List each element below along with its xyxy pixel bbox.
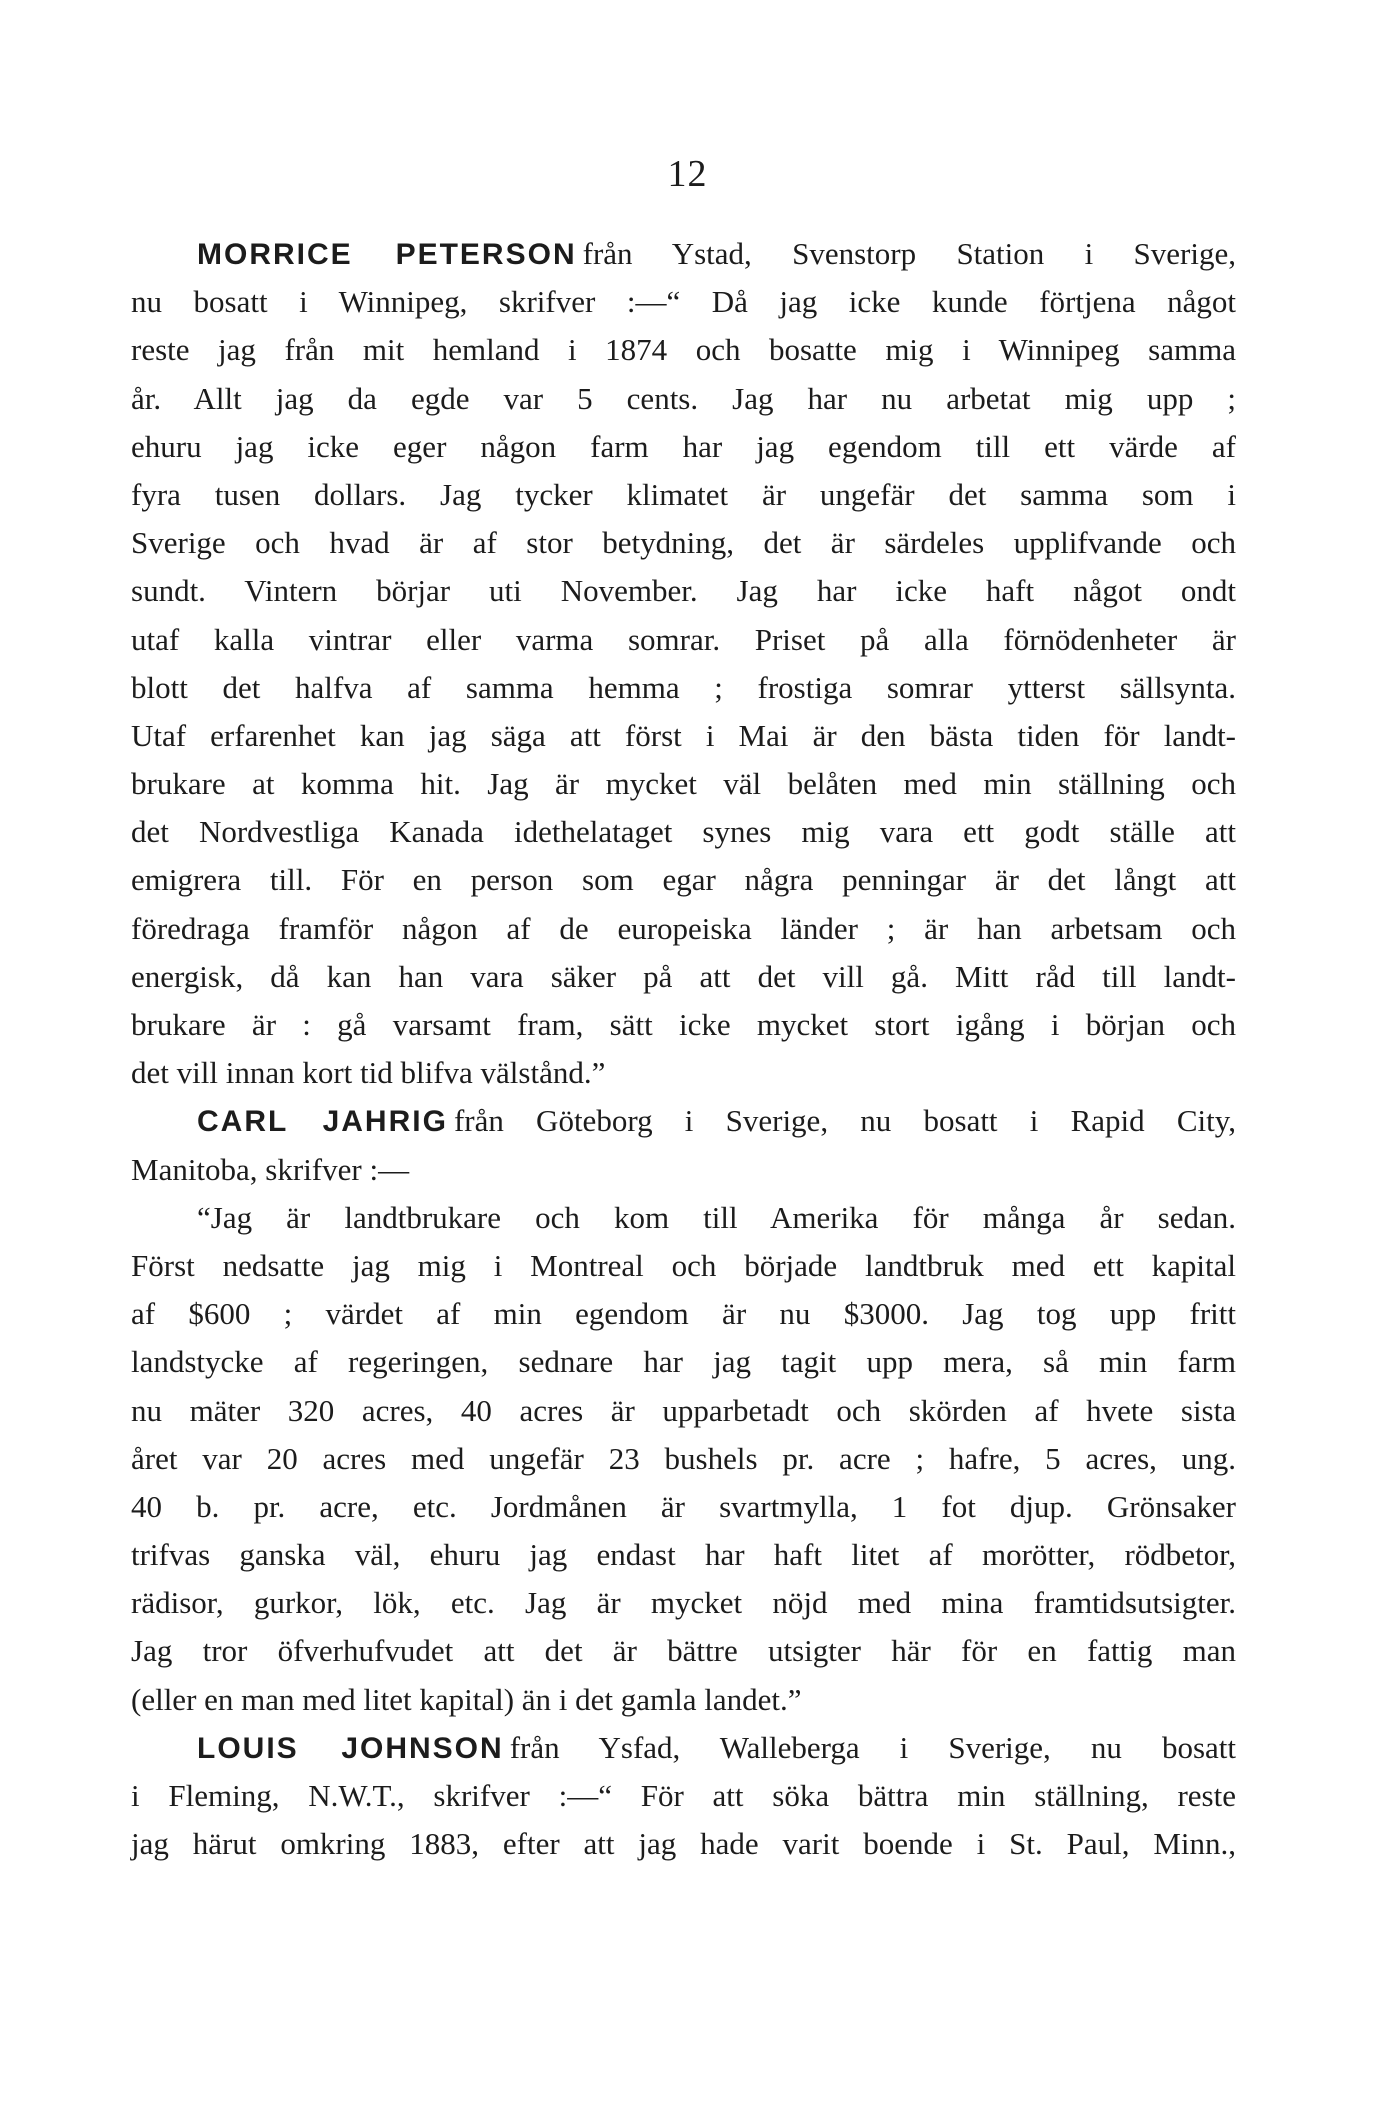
page-number: 12 [667, 153, 708, 195]
text-line [131, 1627, 1236, 1675]
line-text: nu mäter 320 acres, 40 acres är upparbetadt och skörden af hvete sista [131, 1392, 1236, 1428]
text-line [131, 905, 1236, 953]
line-text: (eller en man med litet kapital) än i det gamla landet.” [131, 1681, 802, 1717]
text-line [131, 1435, 1236, 1483]
body-text [131, 230, 1236, 1868]
text-line [131, 1724, 1236, 1772]
text-line [131, 1194, 1236, 1242]
text-line [131, 856, 1236, 904]
line-text: energisk, då kan han vara säker på att det vill gå. Mitt råd till landt- [131, 958, 1236, 994]
text-line [131, 1483, 1236, 1531]
line-text: jag härut omkring 1883, efter att jag hade varit boende i St. Paul, Minn., [131, 1826, 1236, 1862]
text-line [131, 471, 1236, 519]
correspondent-name: MORRICE PETERSON [197, 238, 577, 271]
line-text: året var 20 acres med ungefär 23 bushels pr. acre ; hafre, 5 acres, ung. [131, 1440, 1236, 1476]
text-line [131, 712, 1236, 760]
line-text: 40 b. pr. acre, etc. Jordmånen är svartmylla, 1 fot djup. Grönsaker [131, 1488, 1236, 1524]
text-line [131, 1676, 1236, 1724]
text-line [131, 1531, 1236, 1579]
line-text: af $600 ; värdet af min egendom är nu $3000. Jag tog upp fritt [131, 1296, 1236, 1332]
line-text: år. Allt jag da egde var 5 cents. Jag har nu arbetat mig upp ; [131, 380, 1236, 416]
text-line [131, 567, 1236, 615]
text-line [131, 664, 1236, 712]
text-line [131, 1338, 1236, 1386]
line-text: i Fleming, N.W.T., skrifver :—“ För att söka bättra min ställning, reste [131, 1778, 1236, 1813]
line-text: det vill innan kort tid blifva välstånd.” [131, 1055, 606, 1091]
text-line [131, 423, 1236, 471]
line-text: från Göteborg i Sverige, nu bosatt i Rapid City, [453, 1103, 1236, 1139]
line-text: föredraga framför någon af de europeiska länder ; är han arbetsam och [131, 910, 1236, 946]
text-line [131, 1820, 1236, 1868]
text-line [131, 326, 1236, 374]
line-text: fyra tusen dollars. Jag tycker klimatet är ungefär det samma som i [131, 476, 1236, 512]
line-text: blott det halfva af samma hemma ; frostiga somrar ytterst sällsynta. [131, 669, 1236, 705]
text-line [131, 760, 1236, 808]
line-text: Sverige och hvad är af stor betydning, det är särdeles upplifvande och [131, 525, 1236, 561]
text-line [131, 953, 1236, 1001]
text-line [131, 1242, 1236, 1290]
line-text: nu bosatt i Winnipeg, skrifver :—“ Då jag icke kunde förtjena något [131, 284, 1236, 320]
line-text: brukare är : gå varsamt fram, sätt icke mycket stort igång i början och [131, 1007, 1236, 1042]
text-line [131, 1146, 1236, 1194]
line-text: landstycke af regeringen, sednare har jag tagit upp mera, så min farm [131, 1344, 1236, 1380]
line-text: Först nedsatte jag mig i Montreal och började landtbruk med ett kapital [131, 1247, 1236, 1283]
text-line [131, 616, 1236, 664]
text-line [131, 1579, 1236, 1627]
line-text: det Nordvestliga Kanada idethelataget synes mig vara ett godt ställe att [131, 814, 1236, 850]
line-text: reste jag från mit hemland i 1874 och bosatte mig i Winnipeg samma [131, 332, 1236, 368]
line-text: “Jag är landtbrukare och kom till Amerika för många år sedan. [197, 1199, 1236, 1235]
line-text: utaf kalla vintrar eller varma somrar. Priset på alla förnödenheter är [131, 621, 1236, 657]
line-text: Manitoba, skrifver :— [131, 1151, 410, 1187]
text-line [131, 1049, 1236, 1097]
correspondent-name: CARL JAHRIG [197, 1105, 448, 1139]
line-text: sundt. Vintern börjar uti November. Jag har icke haft något ondt [131, 573, 1236, 609]
line-text: Utaf erfarenhet kan jag säga att först i Mai är den bästa tiden för landt- [131, 717, 1236, 753]
text-line [131, 278, 1236, 326]
line-text: från Ystad, Svenstorp Station i Sverige, [582, 236, 1237, 271]
text-line [131, 519, 1236, 567]
correspondent-name: LOUIS JOHNSON [197, 1731, 504, 1765]
line-text: trifvas ganska väl, ehuru jag endast har haft litet af morötter, rödbetor, [131, 1537, 1236, 1573]
text-line [131, 1001, 1236, 1049]
line-text: Jag tror öfverhufvudet att det är bättre utsigter här för en fattig man [131, 1633, 1236, 1669]
text-line [131, 1772, 1236, 1820]
line-text: emigrera till. För en person som egar några penningar är det långt att [131, 862, 1236, 898]
line-text: rädisor, gurkor, lök, etc. Jag är mycket nöjd med mina framtidsutsigter. [131, 1585, 1236, 1621]
text-line [131, 1290, 1236, 1338]
line-text: från Ysfad, Walleberga i Sverige, nu bosatt [509, 1729, 1236, 1765]
text-line [131, 808, 1236, 856]
text-line [131, 1097, 1236, 1145]
line-text: brukare at komma hit. Jag är mycket väl belåten med min ställning och [131, 766, 1236, 802]
line-text: ehuru jag icke eger någon farm har jag egendom till ett värde af [131, 428, 1236, 464]
text-line [131, 1387, 1236, 1435]
text-line [131, 230, 1236, 278]
text-line [131, 375, 1236, 423]
